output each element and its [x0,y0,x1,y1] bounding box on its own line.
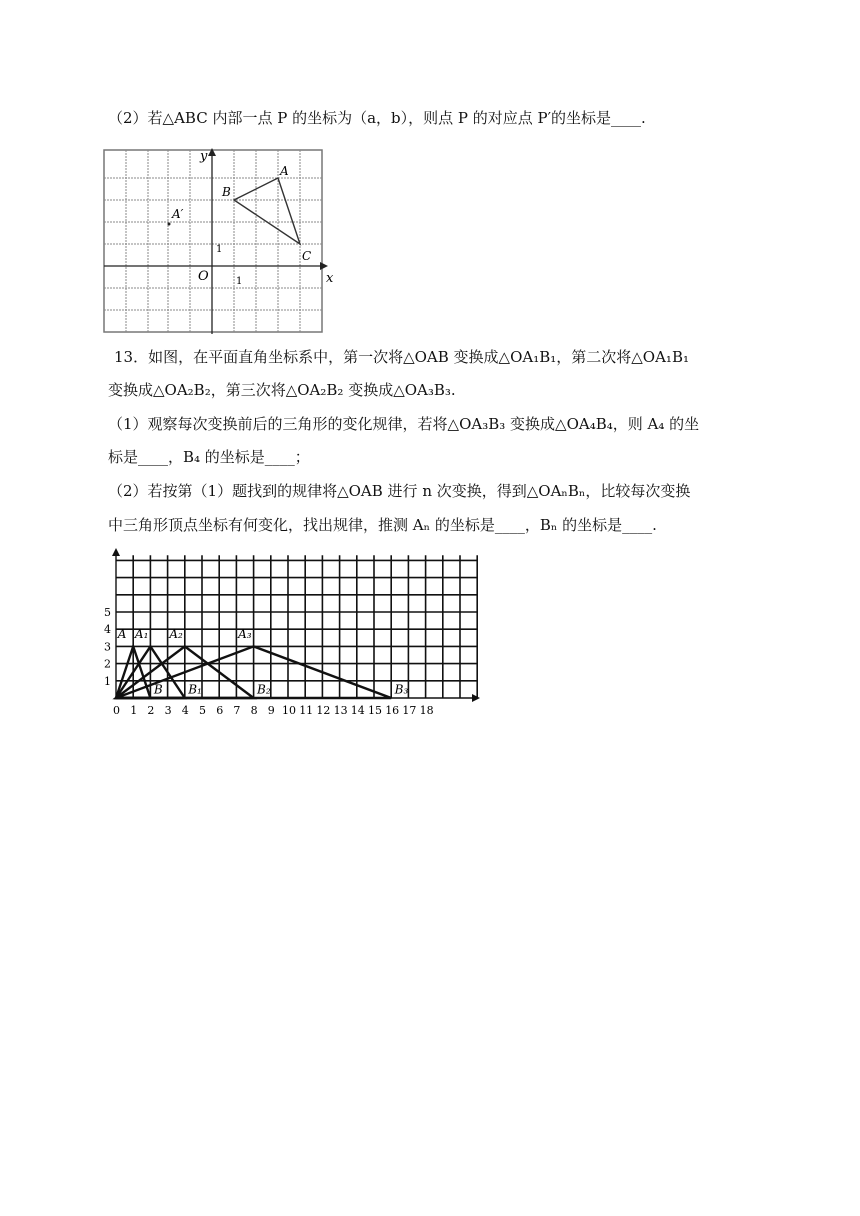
x-tick-label: 12 [316,704,331,717]
point-a-label: A [280,164,289,178]
x-tick-label: 11 [299,704,314,717]
x-tick-label: 1 [130,704,138,717]
q13-line3: （1）观察每次变换前后的三角形的变化规律，若将△OA₃B₃ 变换成△OA₄B₄，则 A₄ 的坐 [108,415,700,433]
point-a-prime [168,223,171,226]
x-tick-label: 7 [233,704,241,717]
label-b2: B₂ [257,682,271,697]
x-tick-label: 16 [385,704,400,717]
label-a1: A₁ [134,626,149,641]
label-b: B [153,682,163,697]
x-tick-label: 2 [147,704,155,717]
triangle-abc [234,178,300,244]
y-axis-arrow [208,148,216,156]
x-tick-label: 14 [350,704,365,717]
q13-line4: 标是____，B₄ 的坐标是____； [108,448,310,466]
label-a3: A₃ [238,626,252,641]
label-a: A [117,626,127,641]
grid-lines [104,150,322,332]
x-tick-label: 10 [282,704,296,717]
point-b-label: B [222,185,231,199]
x-tick-label: 8 [250,704,258,717]
x-axis-arrow [472,694,480,702]
x-tick-label: 0 [113,704,120,717]
unit-x-label: 1 [236,276,243,287]
x-axis-arrow [320,262,328,270]
x-tick-label: 4 [181,704,189,717]
y-tick-label: 2 [104,657,111,671]
origin-label: O [198,269,209,284]
x-tick-label: 9 [267,704,275,717]
x-tick-label: 15 [368,704,382,717]
x-tick-label: 17 [402,704,417,717]
x-tick-label: 6 [216,704,224,717]
x-tick-label: 18 [419,704,434,717]
y-axis-label: y [200,149,208,164]
x-tick-labels [113,704,434,717]
label-b3: B₃ [394,682,409,697]
q13-line2: 变换成△OA₂B₂，第三次将△OA₂B₂ 变换成△OA₃B₃. [108,381,456,399]
y-tick-label: 3 [104,640,111,654]
point-c-label: C [302,249,312,263]
q12-figure [102,148,338,336]
q13-figure [100,546,482,718]
x-tick-label: 3 [164,704,172,717]
q13-line1: 13．如图，在平面直角坐标系中，第一次将△OAB 变换成△OA₁B₁，第二次将△OA₁B₁ [114,348,689,366]
q12-part2-text: （2）若△ABC 内部一点 P 的坐标为（a，b），则点 P 的对应点 P′的坐标是____. [108,109,646,127]
label-a2: A₂ [169,626,183,641]
y-tick-label: 4 [104,623,111,637]
y-tick-labels [104,606,111,688]
y-tick-label: 5 [104,606,111,619]
unit-y-label: 1 [216,244,223,255]
x-tick-label: 5 [199,704,206,717]
grid-frame [104,150,322,332]
x-axis-label: x [326,271,334,286]
y-axis-arrow [112,548,120,556]
x-tick-label: 13 [333,704,348,717]
y-tick-label: 1 [104,674,111,688]
point-a-prime-label: A′ [172,207,184,221]
q13-line6: 中三角形顶点坐标有何变化，找出规律，推测 Aₙ 的坐标是____，Bₙ 的坐标是____. [108,516,657,534]
label-b1: B₁ [188,682,202,697]
q13-line5: （2）若按第（1）题找到的规律将△OAB 进行 n 次变换，得到△OAₙBₙ，比较每次变换 [108,482,691,500]
